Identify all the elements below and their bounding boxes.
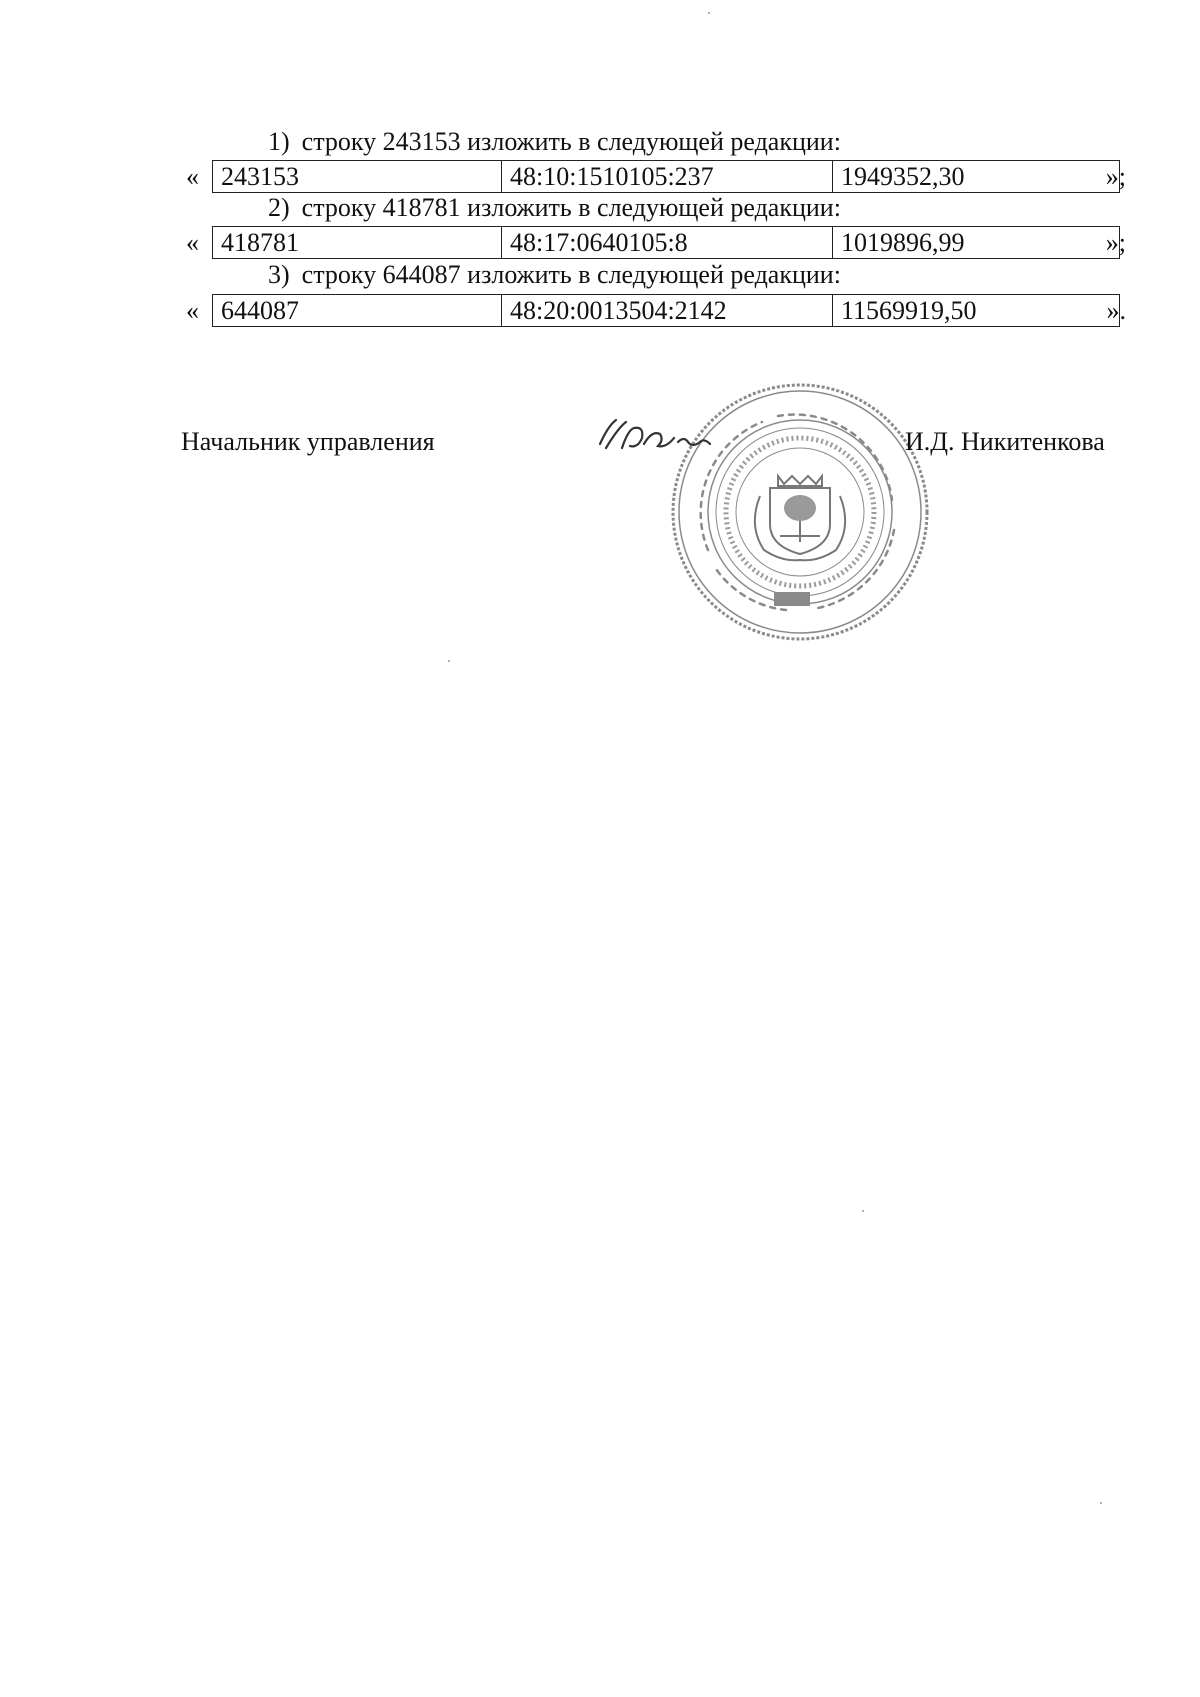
item-3-text: строку 644087 изложить в следующей редакции: xyxy=(301,260,841,289)
item-3-heading xyxy=(268,260,841,290)
item-1-number: 1) xyxy=(268,127,290,156)
item-1-text: строку 243153 изложить в следующей редакции: xyxy=(301,127,841,156)
item-2-table xyxy=(212,226,1120,259)
handwritten-signature xyxy=(592,408,732,468)
value-cell: 1019896,99 xyxy=(833,227,1120,259)
item-2-heading xyxy=(268,193,841,223)
row-number-cell: 644087 xyxy=(213,295,502,327)
item-3-table xyxy=(212,294,1120,327)
item-3-quote-open: « xyxy=(186,296,199,325)
item-1-quote-close: »; xyxy=(1105,162,1126,191)
item-1-quote-open: « xyxy=(186,162,199,191)
item-3-number: 3) xyxy=(268,260,290,289)
cadastral-number-cell: 48:17:0640105:8 xyxy=(502,227,833,259)
signatory-name: И.Д. Никитенкова xyxy=(905,427,1105,456)
row-number-cell: 418781 xyxy=(213,227,502,259)
item-3-row xyxy=(186,294,1126,327)
item-1-table xyxy=(212,160,1120,193)
scan-speck xyxy=(1100,1502,1102,1504)
row-number-cell: 243153 xyxy=(213,161,502,193)
item-1-row xyxy=(186,160,1126,193)
item-2-row xyxy=(186,226,1126,259)
item-2-quote-close: »; xyxy=(1105,228,1126,257)
table-row xyxy=(213,161,1120,193)
cadastral-number-cell: 48:10:1510105:237 xyxy=(502,161,833,193)
scan-speck xyxy=(862,1210,864,1212)
scan-speck xyxy=(448,660,450,662)
cadastral-number-cell: 48:20:0013504:2142 xyxy=(502,295,833,327)
scan-speck xyxy=(708,12,710,14)
item-1-heading xyxy=(268,127,841,157)
table-row xyxy=(213,227,1120,259)
value-cell: 1949352,30 xyxy=(833,161,1120,193)
item-2-text: строку 418781 изложить в следующей редакции: xyxy=(301,193,841,222)
item-3-quote-close: ». xyxy=(1106,296,1126,325)
table-row xyxy=(213,295,1120,327)
item-2-quote-open: « xyxy=(186,228,199,257)
item-2-number: 2) xyxy=(268,193,290,222)
position-title: Начальник управления xyxy=(181,427,435,456)
value-cell: 11569919,50 xyxy=(833,295,1120,327)
